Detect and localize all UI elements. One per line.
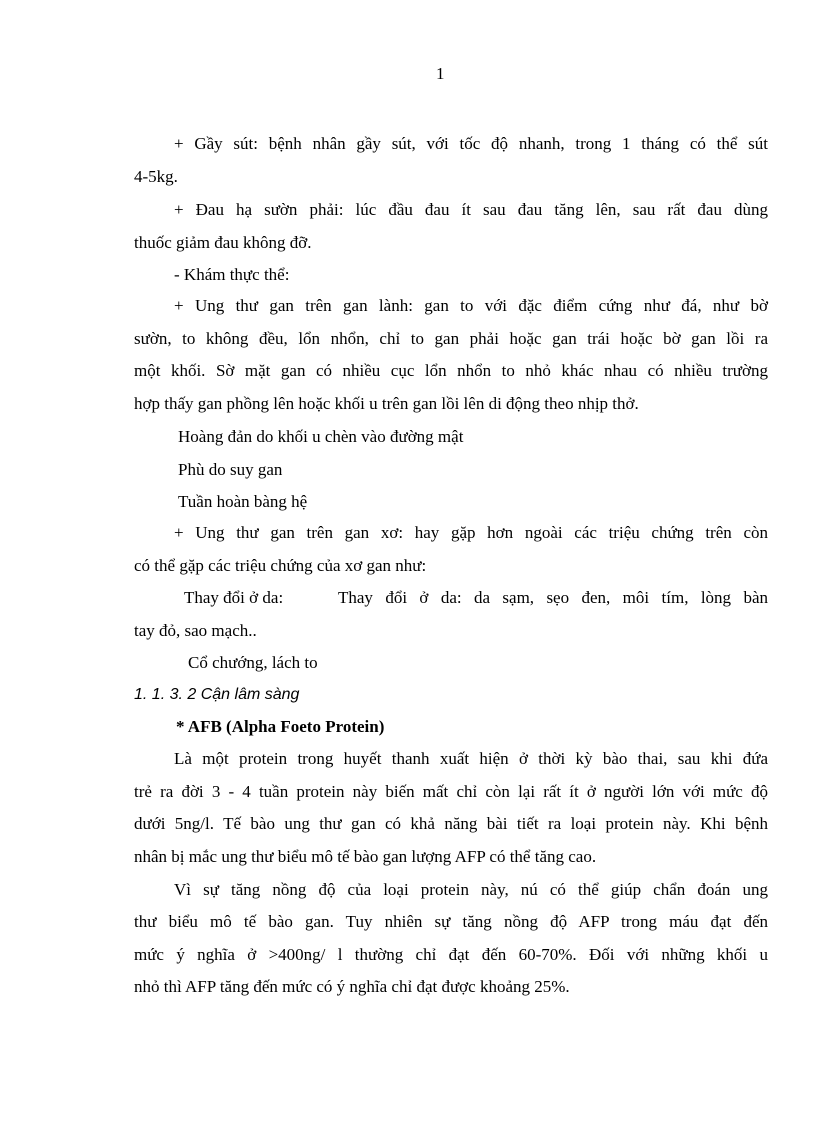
symptom-edema: Phù do suy gan	[178, 460, 283, 479]
paragraph-afp-diagnosis-line-3: mức ý nghĩa ở >400ng/ l thường chỉ đạt đến 60-70%. Đối với những khối u	[134, 945, 768, 964]
symptom-ascites: Cổ chướng, lách to	[188, 653, 318, 672]
paragraph-cirrhotic-liver-line-2: có thể gặp các triệu chứng của xơ gan như:	[134, 556, 427, 575]
paragraph-cirrhotic-liver-line-1: + Ung thư gan trên gan xơ: hay gặp hơn ngoài các triệu chứng trên còn	[174, 523, 768, 542]
symptom-collateral-circulation: Tuần hoàn bàng hệ	[178, 492, 308, 511]
paragraph-afp-line-3: dưới 5ng/l. Tế bào ung thư gan có khả năng bài tiết ra loại protein này. Khi bệnh	[134, 814, 768, 833]
paragraph-afp-diagnosis-line-4: nhỏ thì AFP tăng đến mức có ý nghĩa chỉ đạt được khoảng 25%.	[134, 977, 570, 996]
section-heading-paraclinical: 1. 1. 3. 2 Cận lâm sàng	[134, 686, 300, 703]
paragraph-afp-line-2: trẻ ra đời 3 - 4 tuần protein này biến mất chỉ còn lại rất ít ở người lớn với mức độ	[134, 782, 768, 801]
paragraph-afp-line-1: Là một protein trong huyết thanh xuất hiện ở thời kỳ bào thai, sau khi đứa	[174, 749, 768, 768]
symptom-jaundice: Hoàng đản do khối u chèn vào đường mật	[178, 427, 464, 446]
skin-changes-detail-line-2: tay đỏ, sao mạch..	[134, 621, 257, 640]
paragraph-weight-loss-line-1: + Gầy sút: bệnh nhân gầy sút, với tốc độ nhanh, trong 1 tháng có thể sút	[174, 134, 768, 153]
physical-exam-heading: - Khám thực thể:	[174, 265, 290, 284]
skin-changes-label: Thay đổi ở da:	[184, 588, 284, 607]
afb-heading: * AFB (Alpha Foeto Protein)	[176, 717, 385, 736]
paragraph-afp-line-4: nhân bị mắc ung thư biểu mô tế bào gan lượng AFP có thể tăng cao.	[134, 847, 597, 866]
skin-changes-detail-line-1: Thay đổi ở da: da sạm, sẹo đen, môi tím, lòng bàn	[338, 588, 768, 607]
paragraph-healthy-liver-line-4: hợp thấy gan phồng lên hoặc khối u trên gan lồi lên di động theo nhịp thở.	[134, 394, 639, 413]
page-number: 1	[436, 64, 445, 83]
paragraph-healthy-liver-line-2: sườn, to không đều, lổn nhổn, chỉ to gan phải hoặc gan trái hoặc bờ gan lồi ra	[134, 329, 768, 348]
paragraph-afp-diagnosis-line-1: Vì sự tăng nồng độ của loại protein này, nú có thể giúp chẩn đoán ung	[174, 880, 768, 899]
paragraph-pain-line-1: + Đau hạ sườn phải: lúc đầu đau ít sau đau tăng lên, sau rất đau dùng	[174, 200, 768, 219]
paragraph-healthy-liver-line-1: + Ung thư gan trên gan lành: gan to với đặc điểm cứng như đá, như bờ	[174, 296, 768, 315]
paragraph-healthy-liver-line-3: một khối. Sờ mặt gan có nhiều cục lổn nhổn to nhỏ khác nhau có nhiều trường	[134, 361, 768, 380]
paragraph-pain-line-2: thuốc giảm đau không đỡ.	[134, 233, 312, 252]
paragraph-afp-diagnosis-line-2: thư biểu mô tế bào gan. Tuy nhiên sự tăng nồng độ AFP trong máu đạt đến	[134, 912, 768, 931]
paragraph-weight-loss-line-2: 4-5kg.	[134, 167, 178, 186]
